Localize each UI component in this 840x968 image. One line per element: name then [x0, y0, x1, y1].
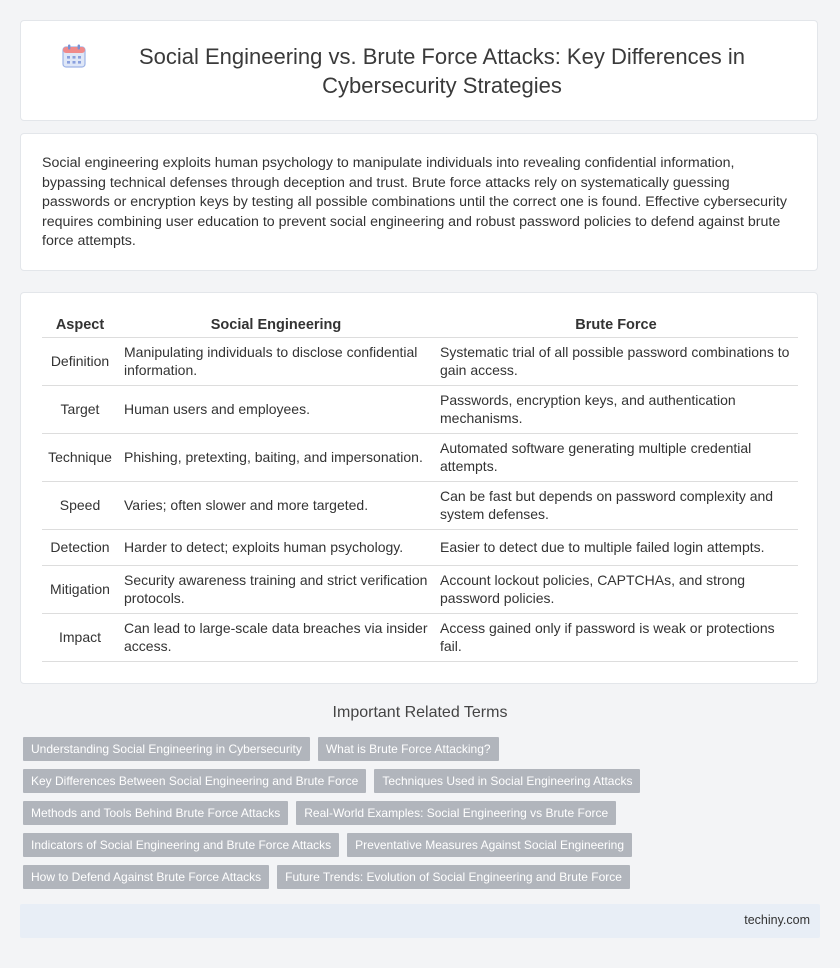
related-terms-row	[23, 833, 803, 857]
related-term-link[interactable]: What is Brute Force Attacking?	[318, 737, 499, 761]
related-term-link[interactable]: Techniques Used in Social Engineering Attacks	[374, 769, 640, 793]
related-term-link[interactable]: Future Trends: Evolution of Social Engineering and Brute Force	[277, 865, 630, 889]
cell-brute-force: Account lockout policies, CAPTCHAs, and strong password policies.	[434, 566, 798, 614]
cell-aspect: Impact	[42, 614, 118, 662]
header-aspect: Aspect	[42, 307, 118, 338]
cell-social-engineering: Security awareness training and strict verification protocols.	[118, 566, 434, 614]
table-row	[42, 566, 798, 614]
title-wrap	[21, 42, 817, 100]
header-social-engineering: Social Engineering	[118, 307, 434, 338]
cell-aspect: Detection	[42, 530, 118, 566]
calendar-icon	[61, 43, 87, 69]
table-row	[42, 482, 798, 530]
cell-social-engineering: Can lead to large-scale data breaches via insider access.	[118, 614, 434, 662]
intro-card	[20, 133, 818, 271]
cell-social-engineering: Manipulating individuals to disclose confidential information.	[118, 338, 434, 386]
related-term-link[interactable]: Key Differences Between Social Engineering and Brute Force	[23, 769, 366, 793]
cell-brute-force: Easier to detect due to multiple failed login attempts.	[434, 530, 798, 566]
related-term-link[interactable]: Understanding Social Engineering in Cybersecurity	[23, 737, 310, 761]
cell-brute-force: Access gained only if password is weak or protections fail.	[434, 614, 798, 662]
cell-brute-force: Systematic trial of all possible password combinations to gain access.	[434, 338, 798, 386]
footer	[20, 904, 820, 938]
intro-text: Social engineering exploits human psychology to manipulate individuals into revealing confidential information, bypassing technical defenses through deception and trust. Brute force attacks rely on systematically guessing passwords or encryption keys by testing all possible combinations until the correct one is found. Effective cybersecurity requires combining user education to prevent social engineering and robust password policies to defend against brute force attempts.	[42, 155, 787, 249]
header-brute-force: Brute Force	[434, 307, 798, 338]
page-title: Social Engineering vs. Brute Force Attacks: Key Differences in Cybersecurity Strategies	[138, 43, 746, 98]
cell-social-engineering: Harder to detect; exploits human psychology.	[118, 530, 434, 566]
cell-aspect: Speed	[42, 482, 118, 530]
comparison-table	[42, 307, 798, 662]
table-header-row	[42, 307, 798, 338]
related-terms-row	[23, 801, 803, 825]
related-terms-row	[23, 865, 803, 889]
table-row	[42, 530, 798, 566]
related-term-link[interactable]: Methods and Tools Behind Brute Force Attacks	[23, 801, 288, 825]
cell-aspect: Mitigation	[42, 566, 118, 614]
cell-aspect: Target	[42, 386, 118, 434]
cell-social-engineering: Phishing, pretexting, baiting, and impersonation.	[118, 434, 434, 482]
comparison-card	[20, 292, 818, 684]
cell-social-engineering: Human users and employees.	[118, 386, 434, 434]
related-terms-list	[23, 737, 803, 897]
footer-site: techiny.com	[744, 913, 810, 927]
related-term-link[interactable]: Preventative Measures Against Social Engineering	[347, 833, 632, 857]
table-row	[42, 386, 798, 434]
table-row	[42, 434, 798, 482]
cell-brute-force: Can be fast but depends on password complexity and system defenses.	[434, 482, 798, 530]
related-terms-row	[23, 737, 803, 761]
related-terms-title: Important Related Terms	[332, 704, 508, 721]
related-terms-row	[23, 769, 803, 793]
related-term-link[interactable]: How to Defend Against Brute Force Attacks	[23, 865, 269, 889]
table-row	[42, 614, 798, 662]
table-row	[42, 338, 798, 386]
related-term-link[interactable]: Indicators of Social Engineering and Brute Force Attacks	[23, 833, 339, 857]
cell-aspect: Technique	[42, 434, 118, 482]
cell-aspect: Definition	[42, 338, 118, 386]
cell-brute-force: Automated software generating multiple credential attempts.	[434, 434, 798, 482]
cell-brute-force: Passwords, encryption keys, and authentication mechanisms.	[434, 386, 798, 434]
related-term-link[interactable]: Real-World Examples: Social Engineering vs Brute Force	[296, 801, 616, 825]
header-card	[20, 20, 818, 121]
cell-social-engineering: Varies; often slower and more targeted.	[118, 482, 434, 530]
